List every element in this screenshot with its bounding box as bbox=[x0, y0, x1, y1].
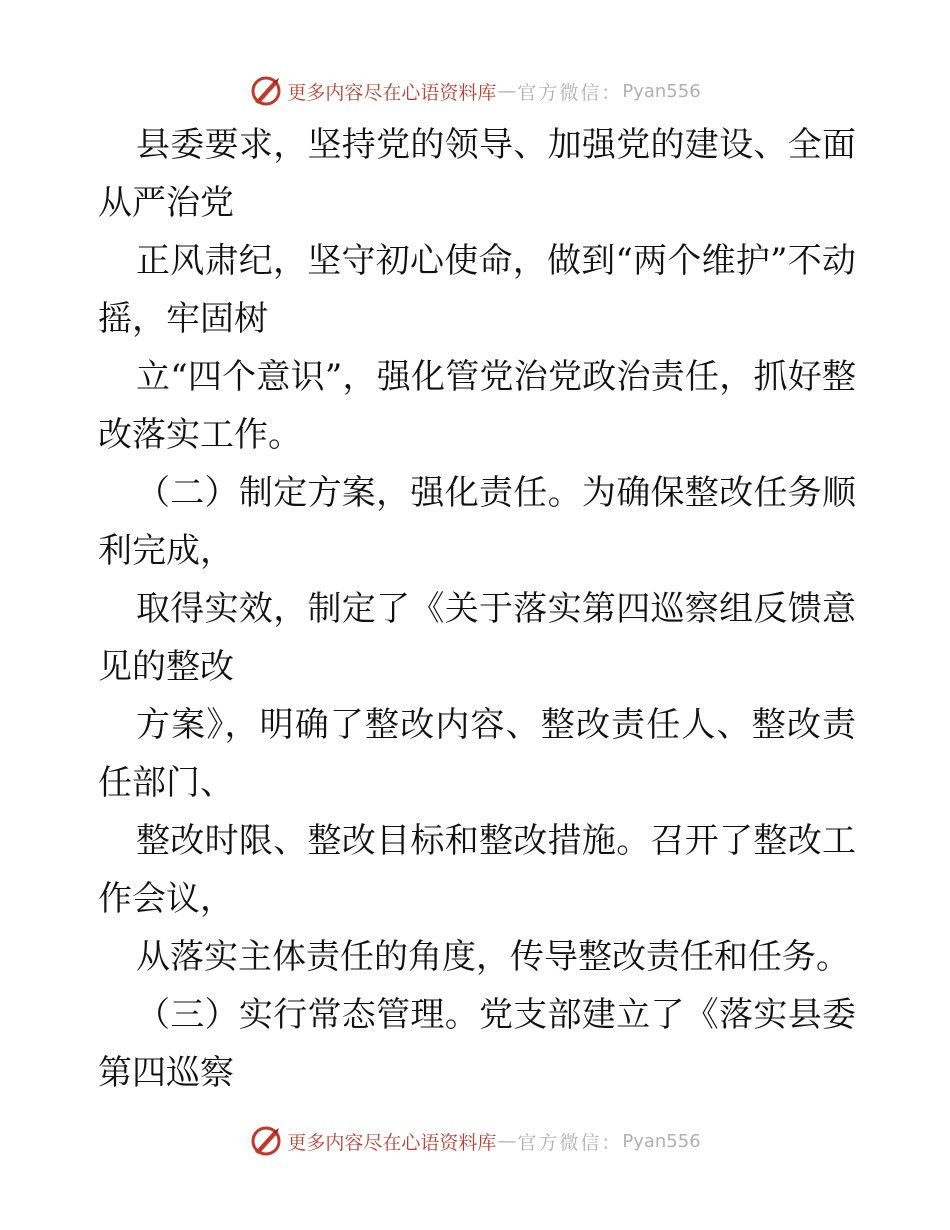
paragraph-5: 取得实效，制定了《关于落实第四巡察组反馈意见的整改 bbox=[98, 589, 856, 687]
paragraph-7: 整改时限、整改目标和整改措施。召开了整改工作会议， bbox=[98, 821, 856, 919]
watermark-sub-text: 官方微信： bbox=[517, 81, 623, 104]
paragraph-1: 县委要求，坚持党的领导、加强党的建设、全面从严治党 bbox=[98, 125, 856, 223]
paragraph-9: （三）实行常态管理。党支部建立了《落实县委第四巡察 bbox=[98, 995, 856, 1093]
watermark-wechat-id: Pyan556 bbox=[622, 80, 701, 102]
paragraph-3: 立“四个意识”，强化管党治党政治责任，抓好整改落实工作。 bbox=[98, 357, 856, 455]
watermark-dash: — bbox=[497, 1130, 517, 1152]
paragraph-8: 从落实主体责任的角度，传导整改责任和任务。 bbox=[136, 937, 850, 977]
watermark-dash: — bbox=[497, 80, 517, 102]
watermark-wechat-id: Pyan556 bbox=[622, 1130, 701, 1152]
paragraph-6: 方案》，明确了整改内容、整改责任人、整改责任部门、 bbox=[98, 705, 856, 803]
watermark-sub-text: 官方微信： bbox=[517, 1131, 623, 1154]
header-watermark bbox=[0, 71, 950, 111]
watermark-main-text: 更多内容尽在心语资料库 bbox=[287, 1131, 497, 1154]
paragraph-4: （二）制定方案，强化责任。为确保整改任务顺利完成， bbox=[98, 473, 856, 571]
document-body bbox=[98, 116, 856, 1102]
watermark-main-text: 更多内容尽在心语资料库 bbox=[287, 81, 497, 104]
footer-watermark bbox=[0, 1121, 950, 1161]
feather-pen-logo-icon bbox=[249, 1124, 283, 1158]
feather-pen-logo-icon bbox=[249, 74, 283, 108]
paragraph-2: 正风肃纪，坚守初心使命，做到“两个维护”不动摇，牢固树 bbox=[98, 241, 856, 339]
